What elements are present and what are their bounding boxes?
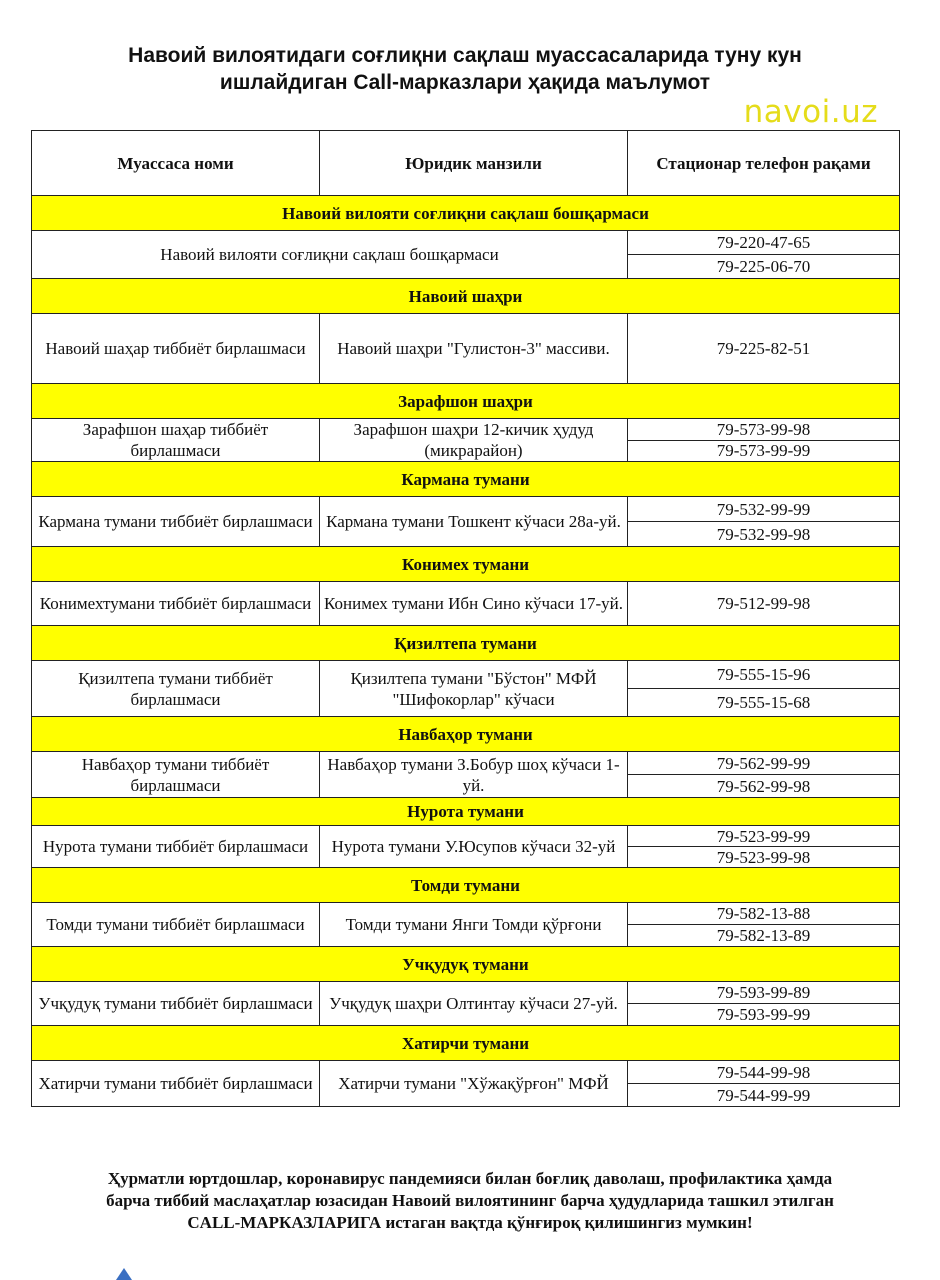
table-row [32, 661, 900, 689]
phone-number: 79-593-99-99 [628, 1004, 900, 1026]
institution-address: Томди тумани Янги Томди қўрғони [320, 903, 628, 947]
institution-address: Зарафшон шаҳри 12-кичик ҳудуд (микрарайон) [320, 419, 628, 462]
section-header [32, 626, 900, 661]
section-header [32, 868, 900, 903]
institution-address: Учқудуқ шаҳри Олтинтау кўчаси 27-уй. [320, 982, 628, 1026]
institution-address: Навоий шаҳри "Гулистон-3" массиви. [320, 314, 628, 384]
section-header [32, 947, 900, 982]
column-header-address: Юридик манзили [320, 131, 628, 196]
phone-number: 79-225-82-51 [628, 314, 900, 384]
table-row [32, 752, 900, 775]
section-title: Кармана тумани [32, 462, 900, 497]
logo-fragment-icon [116, 1268, 132, 1280]
section-title: Зарафшон шаҳри [32, 384, 900, 419]
footer-line-2: барча тиббий маслаҳатлар юзасидан Навоий вилоятининг барча ҳудудларида ташкил этилган [106, 1191, 834, 1210]
institution-address: Навбаҳор тумани З.Бобур шоҳ кўчаси 1-уй. [320, 752, 628, 798]
phone-number: 79-544-99-99 [628, 1084, 900, 1107]
section-header [32, 384, 900, 419]
table-row [32, 231, 900, 255]
institution-address: Кармана тумани Тошкент кўчаси 28а-уй. [320, 497, 628, 547]
phone-number: 79-573-99-98 [628, 419, 900, 441]
column-header-name: Муассаса номи [32, 131, 320, 196]
table-header-row [32, 131, 900, 196]
section-header [32, 547, 900, 582]
section-header [32, 462, 900, 497]
institution-name: Нурота тумани тиббиёт бирлашмаси [32, 826, 320, 868]
site-watermark: navoi.uz [743, 94, 878, 130]
institution-address: Қизилтепа тумани "Бўстон" МФЙ "Шифокорлар" кўчаси [320, 661, 628, 717]
section-header [32, 1026, 900, 1061]
table-row [32, 1061, 900, 1084]
phone-number: 79-573-99-99 [628, 440, 900, 462]
footer-line-3: CALL-МАРКАЗЛАРИГА истаган вақтда қўнғироқ қилишингиз мумкин! [187, 1213, 753, 1232]
table-row [32, 419, 900, 441]
page-title [30, 42, 900, 96]
phone-number: 79-593-99-89 [628, 982, 900, 1004]
section-title: Хатирчи тумани [32, 1026, 900, 1061]
institution-address: Конимех тумани Ибн Сино кўчаси 17-уй. [320, 582, 628, 626]
section-title: Нурота тумани [32, 798, 900, 826]
institution-name: Қизилтепа тумани тиббиёт бирлашмаси [32, 661, 320, 717]
phone-number: 79-523-99-98 [628, 847, 900, 868]
institution-name: Конимехтумани тиббиёт бирлашмаси [32, 582, 320, 626]
table-row [32, 826, 900, 847]
institution-name: Навоий вилояти соғлиқни сақлаш бошқармаси [32, 231, 628, 279]
phone-number: 79-562-99-98 [628, 775, 900, 798]
phone-number: 79-582-13-89 [628, 925, 900, 947]
phone-number: 79-220-47-65 [628, 231, 900, 255]
section-header [32, 798, 900, 826]
phone-number: 79-555-15-96 [628, 661, 900, 689]
table-row [32, 903, 900, 925]
section-header [32, 279, 900, 314]
phone-number: 79-512-99-98 [628, 582, 900, 626]
section-title: Томди тумани [32, 868, 900, 903]
table-row [32, 582, 900, 626]
footer-note [30, 1168, 910, 1234]
institution-name: Учқудуқ тумани тиббиёт бирлашмаси [32, 982, 320, 1026]
call-centers-table [31, 130, 900, 1107]
institution-address: Нурота тумани У.Юсупов кўчаси 32-уй [320, 826, 628, 868]
section-title: Конимех тумани [32, 547, 900, 582]
phone-number: 79-544-99-98 [628, 1061, 900, 1084]
section-title: Учқудуқ тумани [32, 947, 900, 982]
phone-number: 79-562-99-99 [628, 752, 900, 775]
section-header [32, 717, 900, 752]
institution-address: Хатирчи тумани "Хўжақўрғон" МФЙ [320, 1061, 628, 1107]
institution-name: Зарафшон шаҳар тиббиёт бирлашмаси [32, 419, 320, 462]
section-title: Қизилтепа тумани [32, 626, 900, 661]
institution-name: Навбаҳор тумани тиббиёт бирлашмаси [32, 752, 320, 798]
institution-name: Томди тумани тиббиёт бирлашмаси [32, 903, 320, 947]
table-row [32, 314, 900, 384]
phone-number: 79-532-99-99 [628, 497, 900, 522]
institution-name: Хатирчи тумани тиббиёт бирлашмаси [32, 1061, 320, 1107]
title-line-2: ишлайдиган Call-марказлари ҳақида маълумот [219, 71, 711, 94]
phone-number: 79-523-99-99 [628, 826, 900, 847]
column-header-phone: Стационар телефон рақами [628, 131, 900, 196]
institution-name: Кармана тумани тиббиёт бирлашмаси [32, 497, 320, 547]
footer-line-1: Ҳурматли юртдошлар, коронавирус пандемияси билан боғлиқ даволаш, профилактика ҳамда [107, 1169, 833, 1188]
section-header [32, 196, 900, 231]
section-title: Навбаҳор тумани [32, 717, 900, 752]
phone-number: 79-225-06-70 [628, 255, 900, 279]
title-line-1: Навоий вилоятидаги соғлиқни сақлаш муассасаларида туну кун [128, 44, 802, 67]
institution-name: Навоий шаҳар тиббиёт бирлашмаси [32, 314, 320, 384]
section-title: Навоий вилояти соғлиқни сақлаш бошқармаси [32, 196, 900, 231]
section-title: Навоий шаҳри [32, 279, 900, 314]
phone-number: 79-582-13-88 [628, 903, 900, 925]
phone-number: 79-532-99-98 [628, 522, 900, 547]
table-row [32, 497, 900, 522]
phone-number: 79-555-15-68 [628, 689, 900, 717]
table-row [32, 982, 900, 1004]
